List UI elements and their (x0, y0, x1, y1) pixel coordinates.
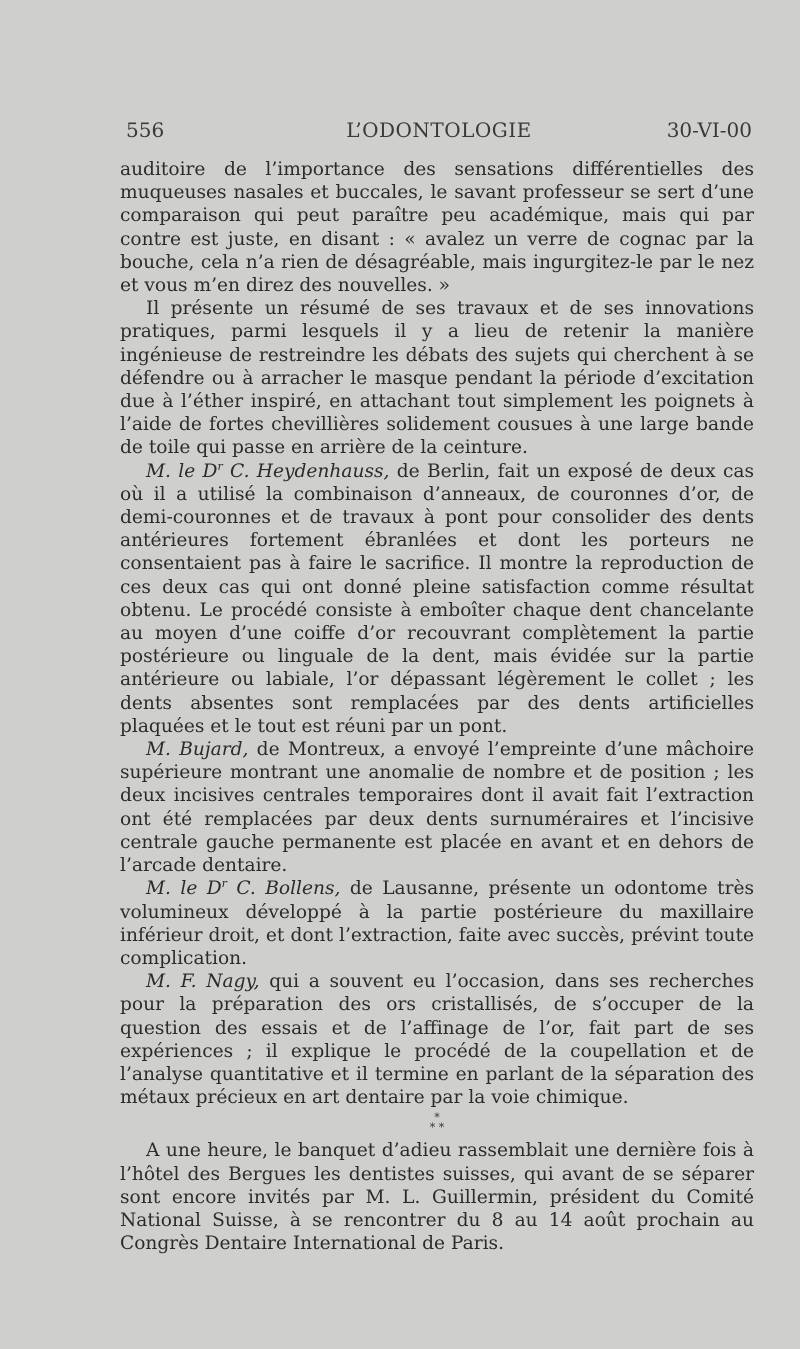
author-bujard: M. Bujard, (146, 739, 249, 761)
asterism-top: * (434, 1111, 440, 1125)
author-heydenhauss (146, 461, 389, 482)
paragraph-1: auditoire de l’importance des sensations différentielles des muqueuses nasales et buccales, le savant professeur se sert d’une comparaison qui peut paraître peu académique, mais qui par contre est juste, en disant : « avalez un verre de cognac par la bouche, cela n’a rien de désagréable, mais ingurgitez-le par le nez et vous m’en direz des nouvelles. » (120, 159, 754, 297)
author-heydenhauss-sup: r (217, 459, 223, 473)
author-bollens (146, 878, 340, 899)
paragraph-6 (120, 970, 754, 1109)
paragraph-3 (120, 460, 754, 738)
page-number: 556 (126, 118, 165, 142)
paragraph-2: Il présente un résumé de ses travaux et de ses innovations pratiques, parmi lesquels il y a lieu de retenir la manière ingénieuse de restreindre les débats des sujets qui cherchent à se défendre ou à arracher le masque pendant la période d’excitation due à l’éther inspiré, en attachant tout simplement les poignets à l’aide de fortes chevillières solidement cousues à une large bande de toile qui passe en arrière de la ceinture. (120, 298, 754, 459)
paragraph-7: A une heure, le banquet d’adieu rassemblait une dernière fois à l’hôtel des Bergues les dentistes suisses, qui avant de se séparer sont encore invités par M. L. Guillermin, président du Comité National Suisse, à se rencontrer du 8 au 14 août prochain au Congrès Dentaire International de Paris. (120, 1140, 754, 1255)
author-heydenhauss-prefix: M. le D (146, 460, 218, 482)
author-heydenhauss-name: C. Heydenhauss, (222, 460, 390, 482)
paragraph-5-text: de Lausanne, présente un odontome très volumineux développé à la partie postérieure du maxillaire inférieur droit, et dont l’extraction, faite avec succès, prévint toute complication. (120, 878, 754, 969)
paragraph-3-text: de Berlin, fait un exposé de deux cas où il a utilisé la combinaison d’anneaux, de couronnes d’or, de demi-couronnes et de travaux à pont pour consolider des dents antérieures fortement ébranlées et dont les porteurs ne consentaient pas à faire le sacrifice. Il montre la reproduction de ces deux cas qui ont donné pleine satisfaction comme résultat obtenu. Le procédé consiste à emboîter chaque dent chancelante au moyen d’une coiffe d’or recouvrant complètement la partie postérieure ou linguale de la dent, mais évidée sur la partie antérieure ou labiale, l’or dépassant légèrement le collet ; les dents absentes sont remplacées par des dents artificielles plaquées et le tout est réuni par un pont. (120, 460, 754, 737)
author-bollens-name: C. Bollens, (226, 878, 341, 900)
section-asterism (120, 1113, 754, 1133)
author-nagy: M. F. Nagy, (146, 971, 260, 993)
paragraph-6-text: qui a souvent eu l’occasion, dans ses recherches pour la préparation des ors cristallisés, de s’occuper de la question des essais et de l’affinage de l’or, fait part de ses expériences ; il explique le procédé de la coupellation et de l’analyse quantitative et il termine en parlant de la séparation des métaux précieux en art dentaire par la voie chimique. (120, 971, 754, 1109)
paragraph-4-text: de Montreux, a envoyé l’empreinte d’une mâchoire supérieure montrant une anomalie de nombre et de position ; les deux incisives centrales temporaires dont il avait fait l’extraction ont été remplacées par deux dents surnuméraires et l’incisive centrale gauche permanente est placée en avant et en dehors de l’arcade dentaire. (120, 739, 754, 877)
paragraph-4 (120, 738, 754, 877)
paragraph-5 (120, 877, 754, 970)
journal-title: L’ODONTOLOGIE (346, 118, 532, 142)
asterism-bottom: * * (429, 1121, 445, 1135)
author-bollens-sup: r (221, 877, 227, 891)
author-bollens-prefix: M. le D (146, 878, 222, 900)
issue-date: 30-VI-00 (666, 118, 752, 142)
body-text (120, 158, 754, 1255)
running-header (126, 118, 752, 148)
